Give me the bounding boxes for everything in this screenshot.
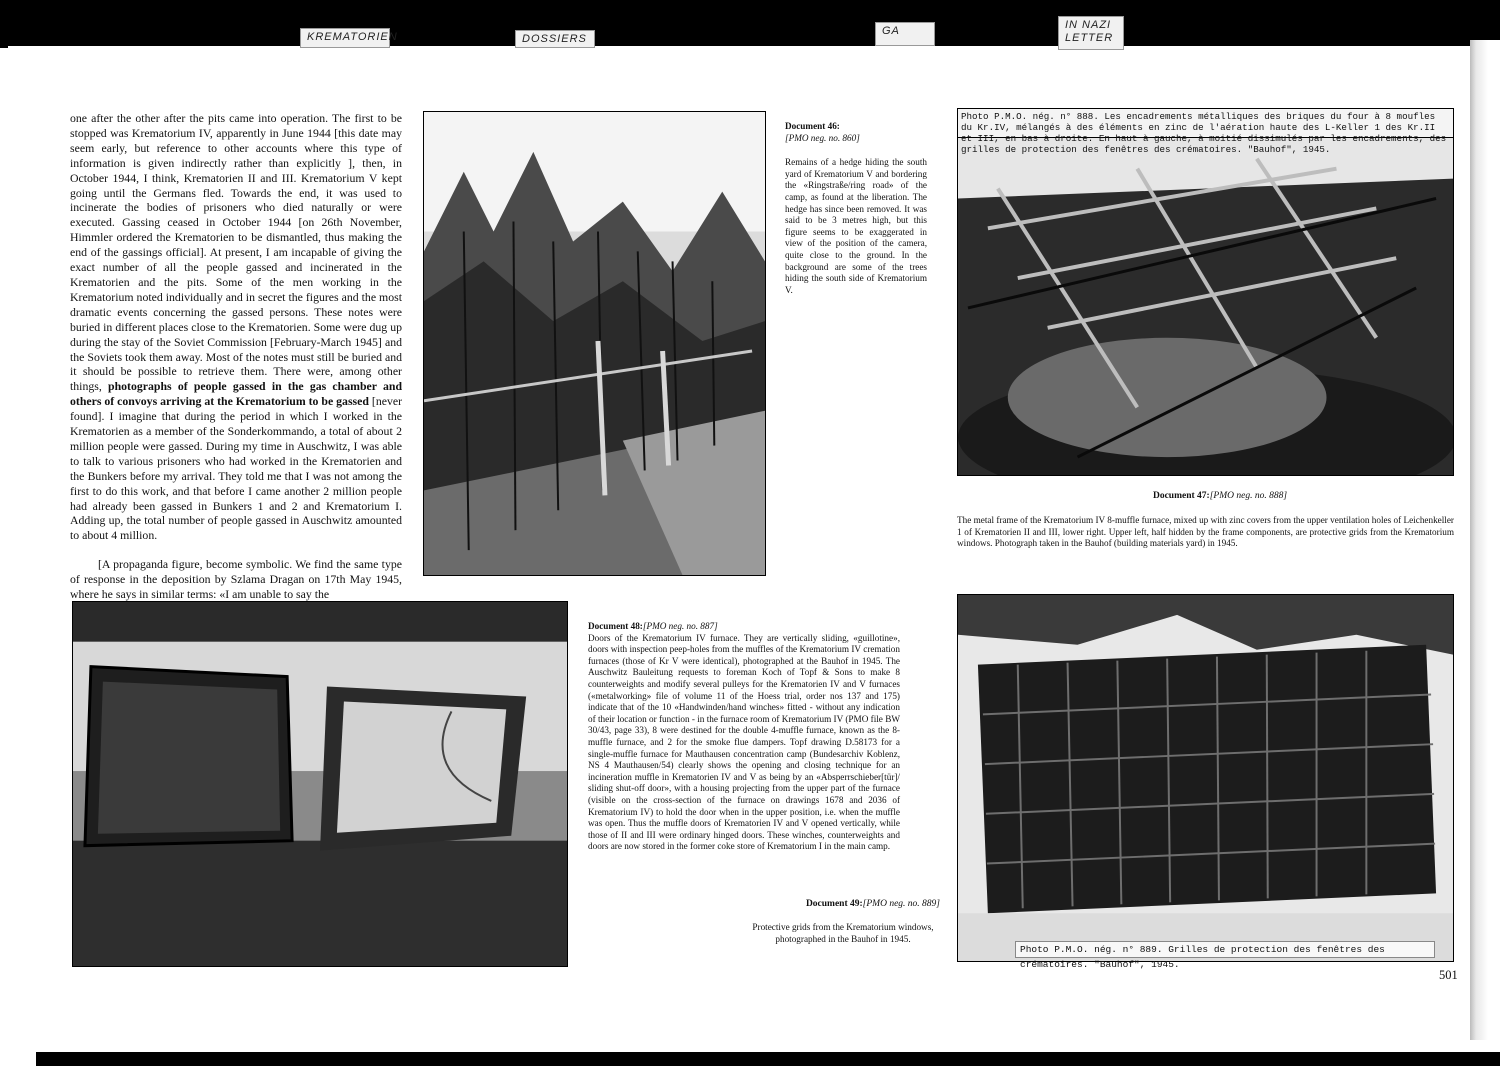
doc47-description: The metal frame of the Krematorium IV 8-muffle furnace, mixed up with zinc covers from the upper ventilation holes of Leichenkeller 1 of Krematorien II and III, lower right. Upper left, half hidden by the frame components, are protective grids from the Krematorium windows. Photograph taken in the Bauhof (building materials yard) in 1945. xyxy=(957,515,1454,549)
doc47-neg: [PMO neg. no. 888] xyxy=(1209,491,1288,501)
window-grids-photo-illustration xyxy=(958,595,1453,961)
furnace-doors-photo-illustration xyxy=(73,602,567,966)
index-tab-nazi-letter: IN NAZI LETTER xyxy=(1058,16,1124,50)
doc49-neg: [PMO neg. no. 889] xyxy=(862,899,940,909)
caption-document-46 xyxy=(785,121,927,296)
doc47-title-line xyxy=(1130,491,1310,503)
furnace-door-left xyxy=(85,667,292,846)
scan-border-bottom xyxy=(36,1052,1500,1066)
bold-emphasis: photographs of people gassed in the gas chamber and others of convoys arriving at the Krematorium to be gassed xyxy=(70,379,402,409)
doc49-description: Protective grids from the Krematorium windows, photographed in the Bauhof in 1945. xyxy=(752,922,934,944)
doc47-title: Document 47: xyxy=(1152,491,1210,501)
doc49-title-line xyxy=(780,899,940,911)
doc48-neg: [PMO neg. no. 887] xyxy=(642,621,718,631)
photo-document-47 xyxy=(957,108,1454,476)
photo-document-46 xyxy=(423,111,766,576)
doc47-photo-caption-french: Photo P.M.O. nég. n° 888. Les encadrements métalliques des briques du four à 8 moufles du Kr.IV, mélangés à des éléments en zinc de l'aération haute des L-Keller 1 des Kr.II et III, en bas à droite. En haut à gauche, à moitié dissimulés par les encadrements, des grilles de protection des fenêtres des crématoires. "Bauhof", 1945. xyxy=(957,108,1454,138)
caption-document-48 xyxy=(588,621,900,853)
body-text-column xyxy=(70,111,402,602)
page-edge-shadow xyxy=(1470,40,1500,1040)
doc49-title: Document 49: xyxy=(805,899,863,909)
doc48-description: Doors of the Krematorium IV furnace. They are vertically sliding, «guillotine», doors with inspection peep-holes from the muffles of the Krematorium IV cremation furnaces (those of Kr V were identical), photographed at the Bauhof in 1945. The Auschwitz Bauleitung requests to foreman Koch of Topf & Sons to make 8 counterweights and modify several pulleys for the Krematorien IV and V furnaces («metalworking» file of volume 11 of the Hoess trial, order nos 137 and 175) indicate that of the 10 «Handwinden/hand winches» fitted - without any indication of their location or function - in the furnace room of Krematorium IV (PMO file BW 30/43, page 33), 8 were destined for the double 4-muffle furnace, known as the 8-muffle furnace, and 2 for the smoke flue dampers. Topf drawing D.58173 for a single-muffle furnace for Mauthausen concentration camp (Bundesarchiv Koblenz, NS 4 Mauthausen/54) clearly shows the opening and closing technique for an incineration muffle in Krematorien IV and V as being by an «Absperrschieber[tür]/ sliding shut-off door», with a housing projecting from the upper part of the furnace (visible on the cross-section of the furnace on drawings 1678 and 2036 of Krematorium IV) to hold the door when in the upper position, i.e. when the muffle was open. Thus the muffle doors of Krematorien IV and V opened vertically, while those of II and III were ordinary hinged doors. These winches, counterweights and doors are now stored in the former coke store of Krematorium I in the main camp. xyxy=(588,632,900,852)
index-tab-dossiers: DOSSIERS xyxy=(515,30,595,48)
doc49-photo-caption-french: Photo P.M.O. nég. n° 889. Grilles de protection des fenêtres des crématoires. "Bauhof", 1945. xyxy=(1015,941,1435,958)
photo-document-49 xyxy=(957,594,1454,962)
body-paragraph-2: [A propaganda figure, become symbolic. We find the same type of response in the deposition by Szlama Dragan on 17th May 1945, where he says in similar terms: «I am unable to say the xyxy=(70,557,402,602)
doc46-title: Document 46: xyxy=(785,121,840,131)
hedge-photo-illustration xyxy=(424,112,765,575)
photo-document-48 xyxy=(72,601,568,967)
page-number: 501 xyxy=(1439,968,1458,982)
body-paragraph-1: one after the other after the pits came into operation. The first to be stopped was Krematorium IV, apparently in June 1944 [this date may seem early, but reference to other accounts where this type of information is given indirectly rather than explicitly ], then, in October 1944, I think, Krematorien II and III. Krematorium V kept going until the Germans fled. Towards the end, it was used to incinerate the bodies of prisoners who died naturally or were executed. Gassing ceased in October 1944 [on 26th November, Himmler ordered the Krematorien to be dismantled, thus making the end of the gassings official]. At present, I am incapable of giving the exact number of all the people gassed and incinerated in the Krematorien and the pits. Some of the men working in the Krematorium noted individually and in secret the figures and the most dramatic events concerning the gassed persons. These notes were buried in different places close to the Krematorien. Some were dug up during the stay of the Soviet Commission [February-March 1945] and the Soviets took them away. Most of the notes must still be buried and it should be possible to retrieve them. There were, among other things, photographs of people gassed in the gas chamber and others of convoys arriving at the Krematorium to be gassed [never found]. I imagine that during the period in which I worked in the Krematorien as a member of the Sonderkommando, a total of about 2 million people were gassed. During my time in Auschwitz, I was able to talk to various prisoners who had worked in the Krematorien and the Bunkers before my arrival. They told me that I was not among the first to do this work, and that before I came another 2 million people had already been gassed in Bunkers 1 and 2 and Krematorium I. Adding up, the total number of people gassed in Auschwitz amounted to about 4 million. xyxy=(70,111,403,543)
index-tab-krematorien: KREMATORIEN xyxy=(300,28,390,48)
furnace-door-right xyxy=(320,687,526,851)
doc48-title: Document 48: xyxy=(588,621,643,631)
index-tab-ga: GA xyxy=(875,22,935,46)
doc46-description: Remains of a hedge hiding the south yard of Krematorium V and bordering the «Ringstraße/ring road» of the camp, as found at the liberation. The hedge has since been removed. It was said to be 3 metres high, but this figure seems to be exaggerated in view of the position of the camera, quite close to the ground. In the background are some of the trees hiding the south side of Krematorium V. xyxy=(785,157,927,295)
furnace-frame-photo-illustration xyxy=(958,109,1453,475)
doc46-neg: [PMO neg. no. 860] xyxy=(785,132,860,143)
